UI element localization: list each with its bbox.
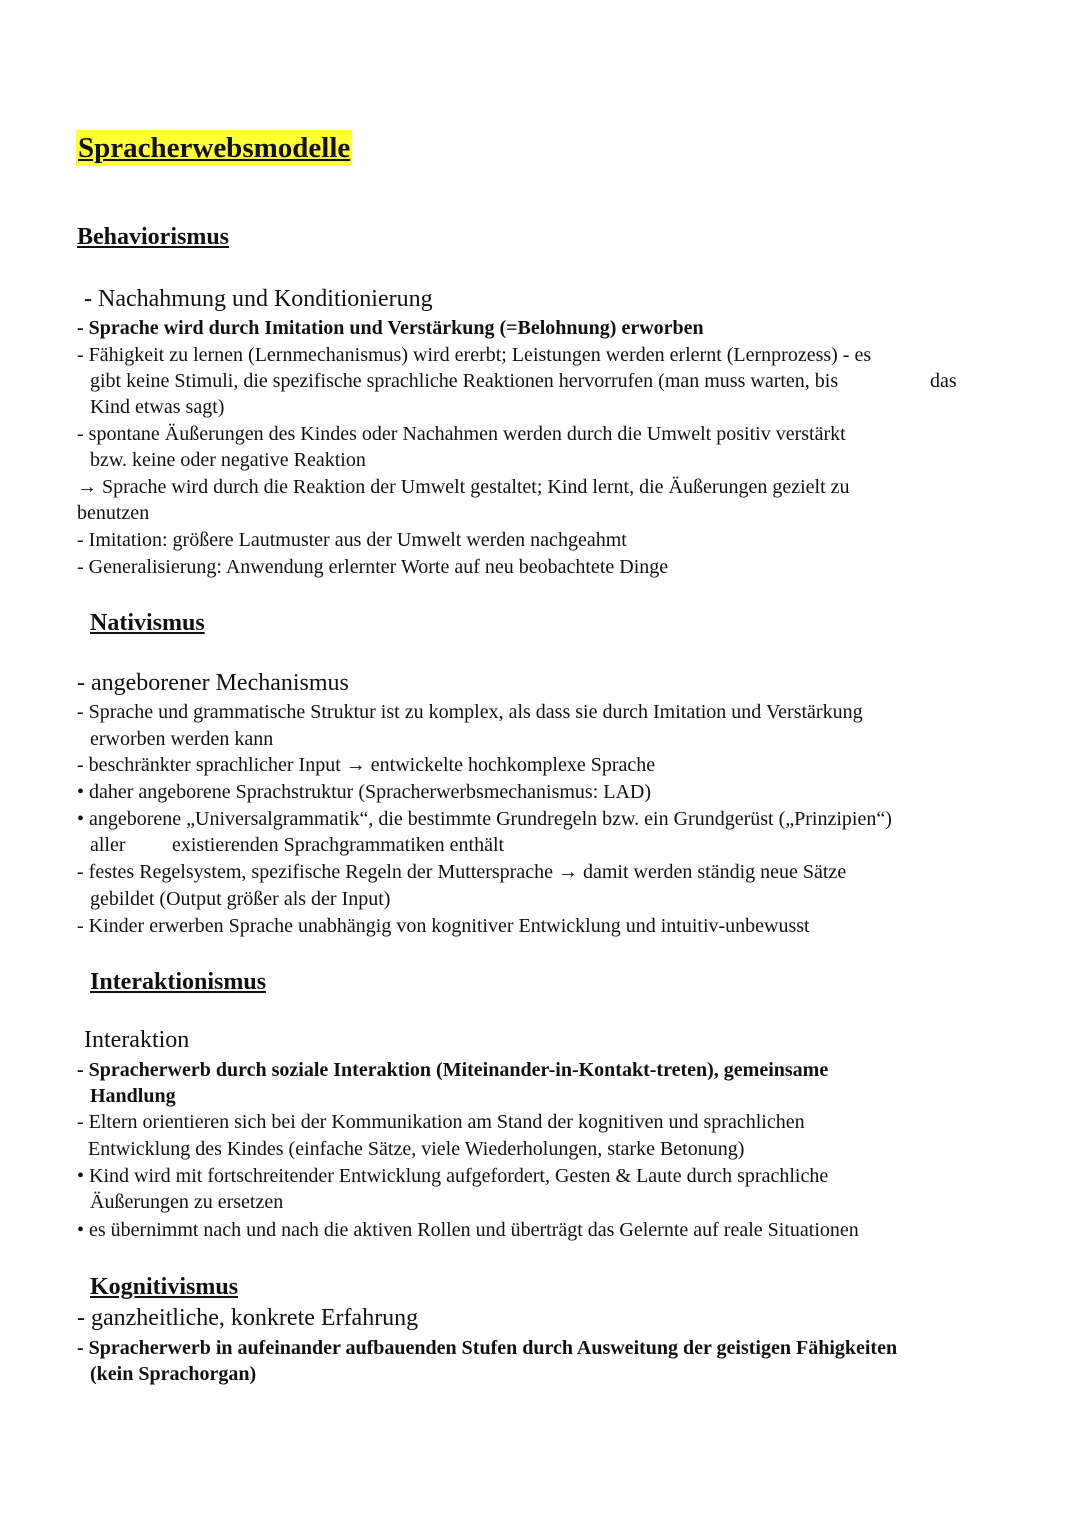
- text-line: → Sprache wird durch die Reaktion der Umwelt gestaltet; Kind lernt, die Äußerungen gezielt zu: [77, 476, 850, 498]
- text-line: das: [930, 370, 957, 392]
- text-line: - beschränkter sprachlicher Input → entwickelte hochkomplexe Sprache: [77, 754, 656, 776]
- text-line: - Kinder erwerben Sprache unabhängig von kognitiver Entwicklung und intuitiv-unbewusst: [77, 915, 810, 937]
- text-line: - Imitation: größere Lautmuster aus der Umwelt werden nachgeahmt: [77, 529, 627, 551]
- text-line: gebildet (Output größer als der Input): [90, 888, 391, 910]
- text-line: • Kind wird mit fortschreitender Entwicklung aufgefordert, Gesten & Laute durch sprachliche: [77, 1165, 829, 1187]
- section-heading-behaviorismus: Behaviorismus: [77, 224, 230, 250]
- section-heading-nativismus: Nativismus: [90, 610, 205, 636]
- section-lead-nativismus: - angeborener Mechanismus: [77, 670, 349, 696]
- text-line: • daher angeborene Sprachstruktur (Spracherwerbsmechanismus: LAD): [77, 781, 652, 803]
- text-line: - Spracherwerb durch soziale Interaktion (Miteinander-in-Kontakt-treten), gemeinsame: [77, 1059, 829, 1081]
- text-line: - spontane Äußerungen des Kindes oder Nachahmen werden durch die Umwelt positiv verstärkt: [77, 423, 846, 445]
- text-line: - Sprache wird durch Imitation und Verstärkung (=Belohnung) erworben: [77, 317, 704, 339]
- section-heading-interaktionismus: Interaktionismus: [90, 969, 267, 995]
- text-line: - festes Regelsystem, spezifische Regeln der Muttersprache → damit werden ständig neue Sätze: [77, 861, 847, 883]
- text-line: existierenden Sprachgrammatiken enthält: [172, 834, 505, 856]
- text-line: Handlung: [90, 1085, 176, 1107]
- text-line: erworben werden kann: [90, 728, 274, 750]
- text-line: (kein Sprachorgan): [90, 1363, 257, 1385]
- text-line: aller: [90, 834, 126, 856]
- section-heading-kognitivismus: Kognitivismus: [90, 1274, 239, 1300]
- text-line: Äußerungen zu ersetzen: [90, 1191, 284, 1213]
- document-title: Spracherwebsmodelle: [78, 132, 351, 164]
- text-line: - Eltern orientieren sich bei der Kommunikation am Stand der kognitiven und sprachlichen: [77, 1111, 805, 1133]
- text-line: - Sprache und grammatische Struktur ist zu komplex, als dass sie durch Imitation und Verstärkung: [77, 701, 863, 723]
- text-line: • es übernimmt nach und nach die aktiven Rollen und überträgt das Gelernte auf reale Situationen: [77, 1219, 859, 1241]
- text-line: bzw. keine oder negative Reaktion: [90, 449, 366, 471]
- text-line: - Fähigkeit zu lernen (Lernmechanismus) wird ererbt; Leistungen werden erlernt (Lernprozess) - es: [77, 344, 872, 366]
- text-line: - Generalisierung: Anwendung erlernter Worte auf neu beobachtete Dinge: [77, 556, 669, 578]
- text-line: - Spracherwerb in aufeinander aufbauenden Stufen durch Ausweitung der geistigen Fähigkeiten: [77, 1337, 898, 1359]
- text-line: gibt keine Stimuli, die spezifische sprachliche Reaktionen hervorrufen (man muss warten, bis: [90, 370, 839, 392]
- section-lead-kognitivismus: - ganzheitliche, konkrete Erfahrung: [77, 1305, 419, 1331]
- section-lead-interaktionismus: Interaktion: [84, 1027, 190, 1053]
- text-line: • angeborene „Universalgrammatik“, die bestimmte Grundregeln bzw. ein Grundgerüst („Prinzipien“): [77, 808, 892, 830]
- section-lead-behaviorismus: - Nachahmung und Konditionierung: [84, 286, 433, 312]
- text-line: Entwicklung des Kindes (einfache Sätze, viele Wiederholungen, starke Betonung): [88, 1138, 745, 1160]
- text-line: benutzen: [77, 502, 150, 524]
- text-line: Kind etwas sagt): [90, 396, 225, 418]
